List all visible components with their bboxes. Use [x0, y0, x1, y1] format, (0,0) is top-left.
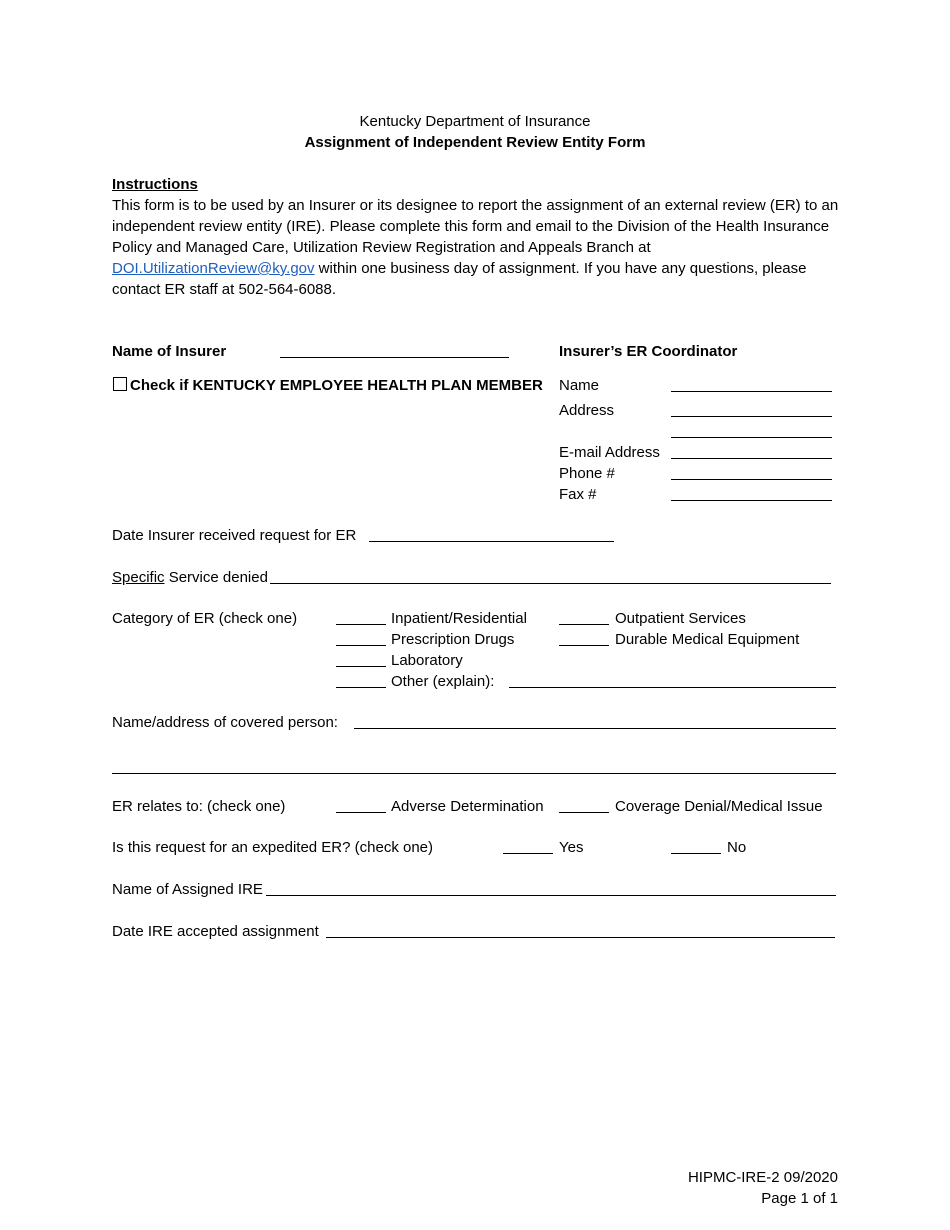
- relates-adverse-label: Adverse Determination: [391, 798, 544, 815]
- category-outpatient-label: Outpatient Services: [615, 610, 746, 627]
- kehp-checkbox-row: [113, 377, 543, 395]
- assigned-ire-label: Name of Assigned IRE: [112, 881, 263, 898]
- coordinator-email-label: E-mail Address: [559, 444, 660, 461]
- assigned-ire-field[interactable]: [266, 895, 836, 896]
- covered-person-label: Name/address of covered person:: [112, 714, 338, 731]
- coordinator-name-field[interactable]: [671, 391, 832, 392]
- agency-name: Kentucky Department of Insurance: [359, 113, 591, 130]
- category-prescription-blank[interactable]: [336, 645, 386, 646]
- relates-label: ER relates to: (check one): [112, 798, 286, 815]
- instructions-text: [112, 195, 840, 300]
- date-received-field[interactable]: [369, 541, 614, 542]
- category-dme-blank[interactable]: [559, 645, 609, 646]
- expedited-yes-label: Yes: [559, 839, 584, 856]
- coordinator-email-field[interactable]: [671, 458, 832, 459]
- category-label: Category of ER (check one): [112, 610, 298, 627]
- category-laboratory-blank[interactable]: [336, 666, 386, 667]
- category-outpatient-blank[interactable]: [559, 624, 609, 625]
- coordinator-phone-field[interactable]: [671, 479, 832, 480]
- expedited-no-blank[interactable]: [671, 853, 721, 854]
- coordinator-name-label: Name: [559, 377, 600, 394]
- kehp-checkbox-label: Check if KENTUCKY EMPLOYEE HEALTH PLAN MEMBER: [130, 377, 543, 394]
- service-denied-field[interactable]: [270, 583, 831, 584]
- category-dme-label: Durable Medical Equipment: [615, 631, 800, 648]
- category-inpatient-label: Inpatient/Residential: [391, 610, 527, 627]
- service-denied-label: [112, 569, 268, 587]
- kehp-checkbox[interactable]: [113, 377, 127, 391]
- insurer-name-field[interactable]: [280, 357, 509, 358]
- category-laboratory-label: Laboratory: [391, 652, 463, 669]
- form-title: Assignment of Independent Review Entity Form: [304, 134, 646, 151]
- page-number: Page 1 of 1: [761, 1190, 838, 1207]
- instructions-text-after: within one business day of assignment. If you have any questions, please contact ER staff at 502-564-6088.: [112, 260, 807, 298]
- form-id: HIPMC-IRE-2 09/2020: [687, 1169, 838, 1186]
- category-other-label: Other (explain):: [391, 673, 495, 690]
- covered-person-field-1[interactable]: [354, 728, 836, 729]
- expedited-yes-blank[interactable]: [503, 853, 553, 854]
- instructions-heading: Instructions: [112, 176, 198, 193]
- category-inpatient-blank[interactable]: [336, 624, 386, 625]
- coordinator-address-label: Address: [559, 402, 615, 419]
- date-received-label: Date Insurer received request for ER: [112, 527, 357, 544]
- coordinator-fax-field[interactable]: [671, 500, 832, 501]
- category-other-explain-field[interactable]: [509, 687, 836, 688]
- covered-person-field-2[interactable]: [112, 773, 836, 774]
- coordinator-heading: Insurer’s ER Coordinator: [559, 343, 738, 360]
- relates-adverse-blank[interactable]: [336, 812, 386, 813]
- email-link[interactable]: DOI.UtilizationReview@ky.gov: [112, 260, 315, 277]
- expedited-no-label: No: [727, 839, 747, 856]
- category-other-blank[interactable]: [336, 687, 386, 688]
- coordinator-address-field-1[interactable]: [671, 416, 832, 417]
- instructions-text-before: This form is to be used by an Insurer or its designee to report the assignment of an external review (ER) to an independent review entity (IRE). Please complete this form and email to the Division of the Health Insurance Policy and Managed Care, Utilization Review Registration and Appeals Branch at: [112, 197, 839, 256]
- coordinator-fax-label: Fax #: [559, 486, 597, 503]
- ire-accepted-field[interactable]: [326, 937, 835, 938]
- service-denied-text: Service denied: [164, 569, 268, 586]
- coordinator-phone-label: Phone #: [559, 465, 615, 482]
- expedited-label: Is this request for an expedited ER? (check one): [112, 839, 434, 856]
- specific-word: Specific: [112, 569, 165, 586]
- coordinator-address-field-2[interactable]: [671, 437, 832, 438]
- insurer-name-label: Name of Insurer: [112, 343, 227, 360]
- relates-coverage-blank[interactable]: [559, 812, 609, 813]
- ire-accepted-label: Date IRE accepted assignment: [112, 923, 319, 940]
- category-prescription-label: Prescription Drugs: [391, 631, 515, 648]
- relates-coverage-label: Coverage Denial/Medical Issue: [615, 798, 823, 815]
